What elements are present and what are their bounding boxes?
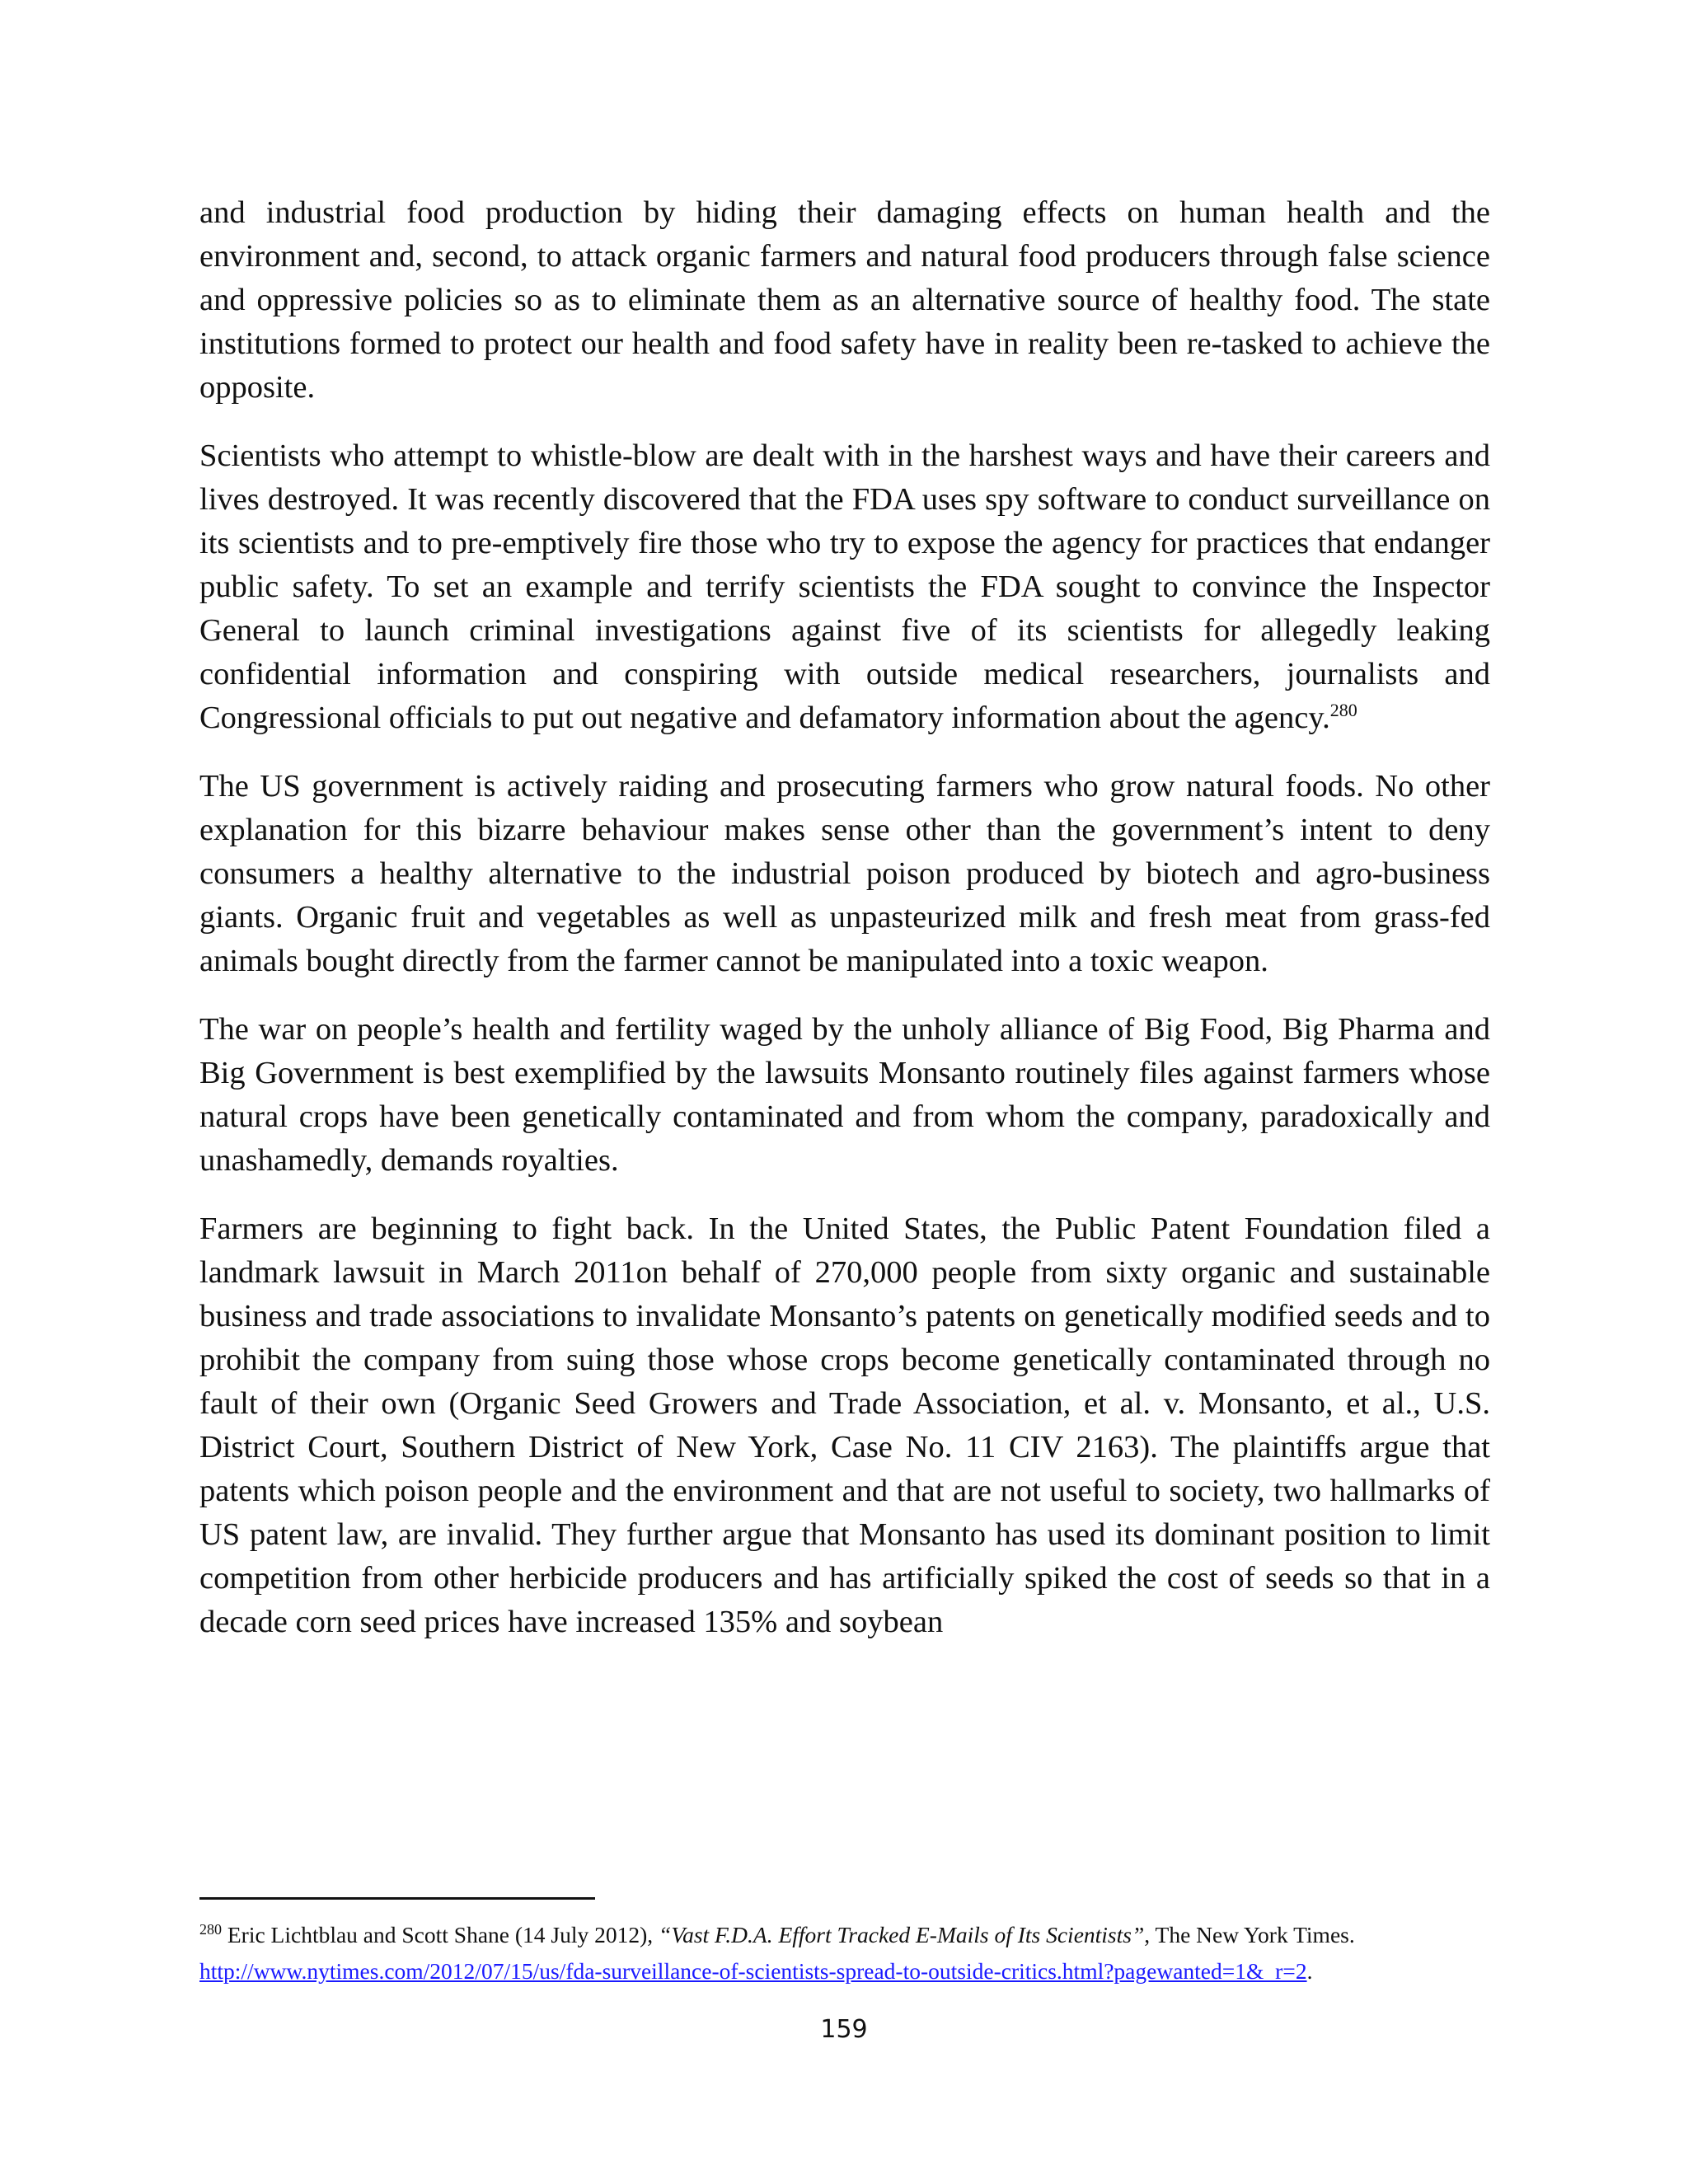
paragraph-1 [199,191,1490,410]
footnote-separator [199,1897,595,1900]
paragraph-4 [199,1008,1490,1183]
footnote-reference-280[interactable]: 280 [1329,700,1357,721]
footnote-trailing-period: . [1306,1958,1313,1984]
paragraph-3 [199,765,1490,983]
footnote-citation [199,1917,1502,1953]
paragraph-2-text: Scientists who attempt to whistle-blow are dealt with in the harshest ways and have their careers and lives destroyed. It was recently discovered that the FDA uses spy software to conduct surveillance on its scientists and to pre-emptively fire those who try to expose the agency for practices that endanger public safety. To set an example and terrify scientists the FDA sought to convince the Inspector General to launch criminal investigations against five of its scientists for allegedly leaking confidential information and conspiring with outside medical researchers, journalists and Congressional officials to put out negative and defamatory information about the agency. [199,438,1490,735]
footnote-link-line [199,1953,1502,1990]
footnote-authors: Eric Lichtblau and Scott Shane (14 July 2012), [222,1922,659,1947]
footnote-number: 280 [199,1920,222,1938]
body-text [199,191,1490,1669]
footnote-source: , The New York Times. [1144,1922,1355,1947]
paragraph-3-text: The US government is actively raiding and prosecuting farmers who grow natural foods. No other explanation for this bizarre behaviour makes sense other than the government’s intent to deny consumers a healthy alternative to the industrial poison produced by biotech and agro-business giants. Organic fruit and vegetables as well as unpasteurized milk and fresh meat from grass-fed animals bought directly from the farmer cannot be manipulated into a toxic weapon. [199,769,1490,978]
paragraph-2 [199,434,1490,740]
paragraph-5 [199,1207,1490,1644]
footnote-280 [199,1917,1502,1990]
footnote-url-link[interactable]: http://www.nytimes.com/2012/07/15/us/fda-surveillance-of-scientists-spread-to-outside-critics.html?pagewanted=1&_r=2 [199,1958,1307,1984]
page-number: 159 [820,2015,868,2044]
footnote-article-title: “Vast F.D.A. Effort Tracked E-Mails of Its Scientists” [659,1922,1145,1947]
paragraph-1-text: and industrial food production by hiding their damaging effects on human health and the environment and, second, to attack organic farmers and natural food producers through false science and oppressive policies so as to eliminate them as an alternative source of healthy food. The state institutions formed to protect our health and food safety have in reality been re-tasked to achieve the opposite. [199,195,1490,405]
paragraph-4-text: The war on people’s health and fertility waged by the unholy alliance of Big Food, Big Pharma and Big Government is best exemplified by the lawsuits Monsanto routinely files against farmers whose natural crops have been genetically contaminated and from whom the company, paradoxically and unashamedly, demands royalties. [199,1012,1490,1178]
paragraph-5-text: Farmers are beginning to fight back. In the United States, the Public Patent Foundation filed a landmark lawsuit in March 2011on behalf of 270,000 people from sixty organic and sustainable business and trade associations to invalidate Monsanto’s patents on genetically modified seeds and to prohibit the company from suing those whose crops become genetically contaminated through no fault of their own (Organic Seed Growers and Trade Association, et al. v. Monsanto, et al., U.S. District Court, Southern District of New York, Case No. 11 CIV 2163). The plaintiffs argue that patents which poison people and the environment and that are not useful to society, two hallmarks of US patent law, are invalid. They further argue that Monsanto has used its dominant position to limit competition from other herbicide producers and has artificially spiked the cost of seeds so that in a decade corn seed prices have increased 135% and soybean [199,1212,1490,1639]
